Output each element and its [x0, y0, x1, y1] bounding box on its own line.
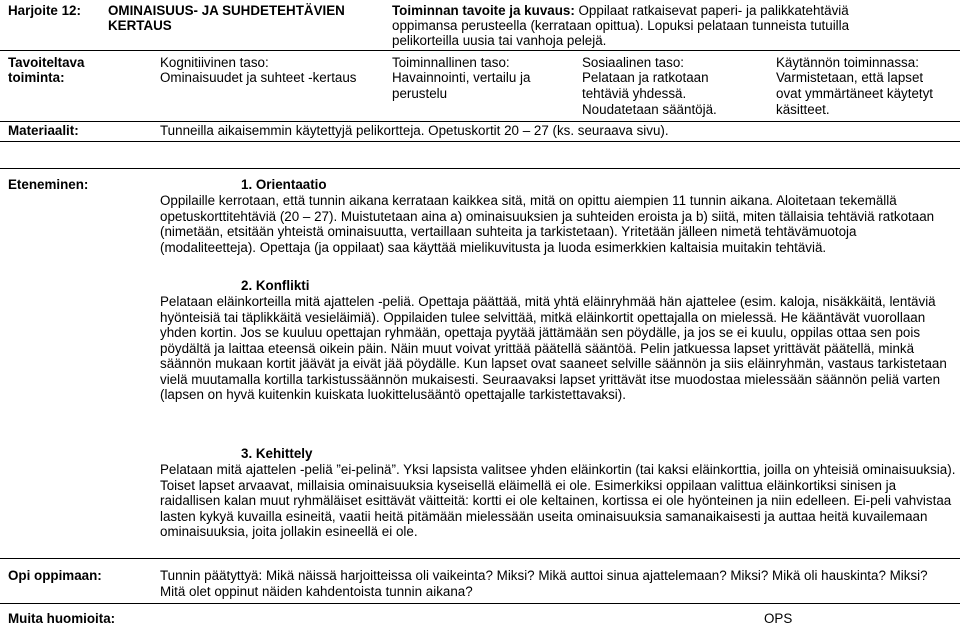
- notes-label: Muita huomioita:: [8, 611, 116, 626]
- extension-text: Pelataan mitä ajattelen -peliä ”ei-pelinä”. Yksi lapsista valitsee yhden eläinkortin (tai kaksi eläinkorttia, joilla on yhteisiä ominaisuuksia). Toiset lapset arvaavat, millaisia ominaisuuksia kyseisellä eläimellä ei ole. Esimerkiksi oppilaan valittua eläinkortiksi sinisen ja raidallisen kalan muut ryhmäläiset esittävät väitteitä: kortti ei ole keltainen, kortissa ei ole hyönteinen ja niin edelleen. Ei-peli vahvistaa lasten kykyä kuvailla esineitä, vaatii heitä pitämään mielessään useita ominaisuuksia samanaikaisesti ja auttaa heitä kuvailemaan ominaisuuksia, joita jollakin esineellä ei ole.: [160, 462, 956, 539]
- task-description-lead: Toiminnan tavoite ja kuvaus:: [392, 3, 575, 18]
- materials-text: Tunneilla aikaisemmin käytettyjä pelikortteja. Opetuskortit 20 – 27 (ks. seuraava sivu).: [160, 123, 669, 138]
- social-level-text-3: Noudatetaan sääntöjä.: [582, 102, 717, 117]
- practical-level-text-2: ovat ymmärtäneet käytetyt: [776, 86, 934, 101]
- task-description-rest: Oppilaat ratkaisevat paperi- ja palikkatehtäviä: [574, 3, 849, 18]
- conflict-text: Pelataan eläinkorteilla mitä ajattelen -peliä. Opettaja päättää, mitä yhtä eläinryhmää hän ajattelee (esim. kaloja, nisäkkäitä, lentäviä hyönteisiä tai täplikkäitä vesieläimiä). Oppilaiden tulee selvittää, mitkä eläinkortit opettajalla on mielessä. He kääntävät vuorollaan yhden kortin. Jos se kuuluu opettajan ryhmään, opettaja pyytää jättämään sen pöydälle, ja jos se ei kuulu, oppilas ottaa sen pois pöydältä ja laittaa eteensä oikein päin. Näin muut voivat yrittää päätellä sääntöä. Pelin jatkuessa lapset yrittävät päätellä, minkä säännön mukaan kortit jäävät ja eivät jää pöydälle. Kun lapset ovat saaneet selville säännön ja siis eläinryhmän, vastaus tarkistetaan vielä muutamalla kortilla tarkistussäännön mukaisesti. Seuraavaksi lapset yrittävät itse muodostaa mielessään säännön peliä varten (lapsen on hyvä kuitenkin kuiskata luokittelusääntö opettajalle tarkistettavaksi).: [160, 294, 947, 402]
- orientation-heading: 1. Orientaatio: [241, 177, 327, 192]
- social-level-heading: Sosiaalinen taso:: [582, 55, 684, 70]
- task-description-line1: [392, 3, 849, 19]
- operational-level-text-2: perustelu: [392, 86, 448, 101]
- operational-level-heading: Toiminnallinen taso:: [392, 55, 510, 70]
- conflict-heading: 2. Konflikti: [241, 278, 310, 293]
- exercise-label: Harjoite 12:: [8, 3, 81, 18]
- exercise-title: OMINAISUUS- JA SUHDETEHTÄVIEN: [108, 3, 345, 18]
- cognitive-level-heading: Kognitiivinen taso:: [160, 55, 269, 70]
- divider-line: [0, 141, 960, 142]
- divider-line: [0, 50, 960, 51]
- divider-line: [0, 121, 960, 122]
- divider-line: [0, 558, 960, 559]
- materials-label: Materiaalit:: [8, 123, 79, 138]
- task-description-line3: pelikorteilla uusia tai vanhoja pelejä.: [392, 33, 607, 48]
- operational-level-text: Havainnointi, vertailu ja: [392, 70, 531, 85]
- notes-value: OPS: [764, 611, 793, 626]
- goals-label: Tavoiteltava: [8, 55, 85, 70]
- practical-level-text: Varmistetaan, että lapset: [776, 70, 924, 85]
- learning-to-learn-label: Opi oppimaan:: [8, 568, 102, 583]
- exercise-title-line2: KERTAUS: [108, 18, 172, 33]
- social-level-text: Pelataan ja ratkotaan: [582, 70, 709, 85]
- goals-label-line2: toiminta:: [8, 70, 65, 85]
- progress-label: Eteneminen:: [8, 177, 89, 192]
- cognitive-level-text: Ominaisuudet ja suhteet -kertaus: [160, 70, 357, 85]
- task-description-line2: oppimansa perusteella (kerrataan opittua). Lopuksi pelataan tunneista tutuilla: [392, 18, 850, 33]
- practical-level-text-3: käsitteet.: [776, 102, 830, 117]
- practical-level-heading: Käytännön toiminnassa:: [776, 55, 919, 70]
- orientation-text: Oppilaille kerrotaan, että tunnin aikana kerrataan kaikkea sitä, mitä on opittu aiempien 11 tunnin aikana. Aloitetaan tekemällä opetuskorttitehtäviä (20 – 27). Muistutetaan aina a) ominaisuuksien ja suhteiden eroista ja b) siitä, miten tällaisia tehtäviä ratkotaan (nimetään, etsitään yhteistä ominaisuutta, vertaillaan suhteita ja tarkistetaan). Yritetään jälleen nimetä tehtävämuotoja (modaliteetteja). Opettaja (ja oppilaat) saa käyttää mielikuvitusta ja luoda esimerkkien kaltaisia muitakin tehtäviä.: [160, 193, 935, 255]
- divider-line: [0, 168, 960, 169]
- divider-line: [0, 603, 960, 604]
- learning-to-learn-text: Tunnin päätyttyä: Mikä näissä harjoitteissa oli vaikeinta? Miksi? Mikä auttoi sinua ajattelemaan? Miksi? Mikä oli hauskinta? Miksi? Mitä olet oppinut näiden kahdentoista tunnin aikana?: [160, 568, 928, 599]
- social-level-text-2: tehtäviä yhdessä.: [582, 86, 687, 101]
- extension-heading: 3. Kehittely: [241, 446, 313, 461]
